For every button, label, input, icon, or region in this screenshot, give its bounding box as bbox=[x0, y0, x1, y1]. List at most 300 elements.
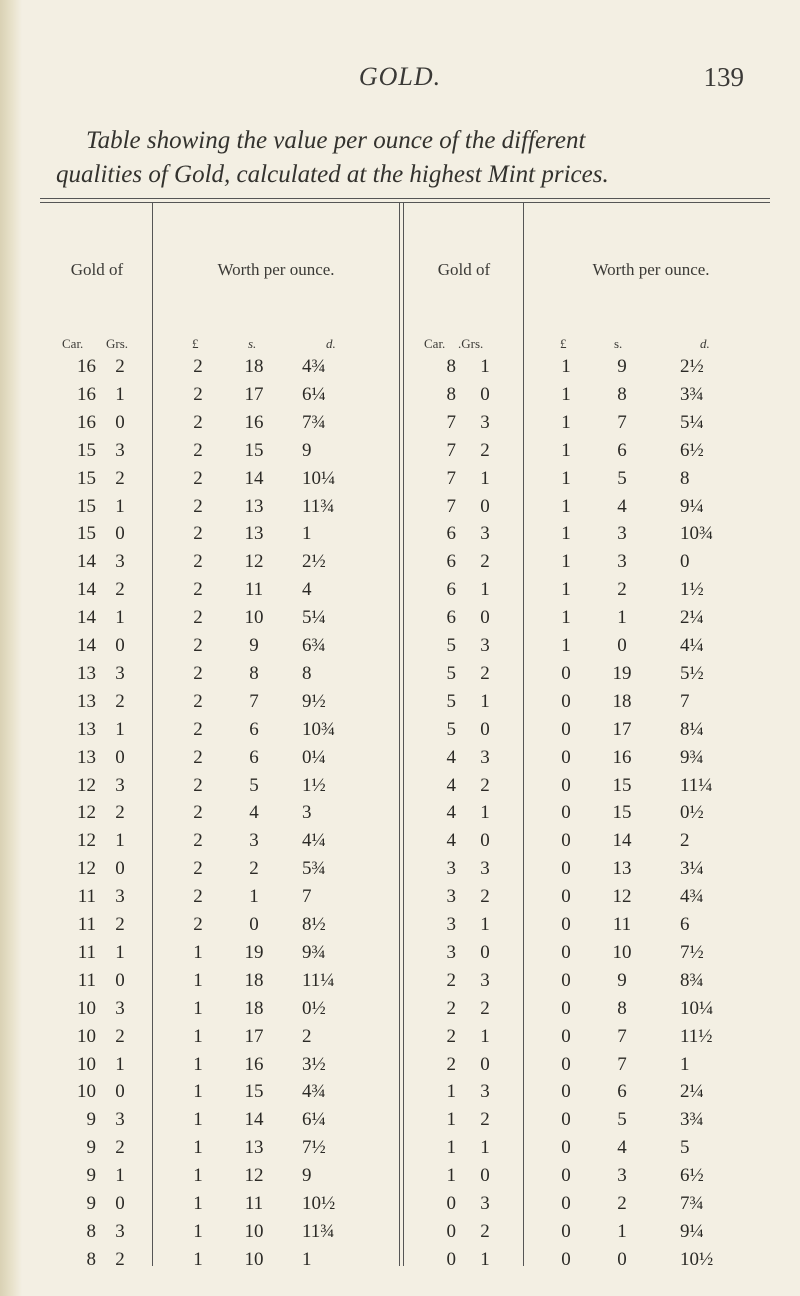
pence-left-cell: 8½ bbox=[302, 914, 326, 935]
table-row bbox=[0, 1078, 800, 1106]
pounds-right-cell: 0 bbox=[561, 690, 571, 712]
pounds-left-cell: 2 bbox=[193, 579, 203, 601]
shillings-right-cell: 2 bbox=[617, 1193, 627, 1214]
shillings-right-cell: 8 bbox=[617, 383, 627, 405]
grains-right-cell: 3 bbox=[480, 1081, 490, 1103]
grains-left-cell: 3 bbox=[115, 551, 125, 573]
pence-right-cell: 3¾ bbox=[680, 383, 704, 405]
pounds-left-cell: 1 bbox=[193, 1193, 203, 1214]
table-row bbox=[0, 576, 800, 604]
table-row bbox=[0, 1246, 800, 1274]
carats-right-cell: 4 bbox=[446, 802, 456, 824]
carats-right-cell: 4 bbox=[446, 774, 456, 796]
carats-left-cell: 9 bbox=[86, 1193, 96, 1214]
unit-pound-right: £ bbox=[560, 336, 567, 351]
pence-right-cell: 3¾ bbox=[680, 1109, 704, 1131]
pence-left-cell: 0½ bbox=[302, 997, 326, 1019]
grains-right-cell: 2 bbox=[480, 886, 490, 908]
carats-right-cell: 4 bbox=[446, 746, 456, 768]
pence-right-cell: 11¼ bbox=[680, 774, 713, 796]
pence-left-cell: 7¾ bbox=[302, 411, 326, 433]
carats-right-cell: 7 bbox=[446, 411, 456, 433]
grains-right-cell: 2 bbox=[480, 997, 490, 1019]
carats-right-cell: 0 bbox=[446, 1193, 456, 1214]
grains-left-cell: 0 bbox=[115, 411, 125, 433]
table-caption bbox=[56, 124, 776, 192]
pounds-left-cell: 1 bbox=[193, 997, 203, 1019]
shillings-left-cell: 6 bbox=[249, 746, 259, 768]
shillings-left-cell: 15 bbox=[244, 439, 264, 461]
shillings-left-cell: 17 bbox=[244, 383, 264, 405]
carats-left-cell: 15 bbox=[77, 495, 96, 517]
carats-left-cell: 12 bbox=[77, 830, 96, 852]
shillings-right-cell: 3 bbox=[617, 1165, 627, 1187]
pence-right-cell: 3¼ bbox=[680, 858, 704, 880]
table-row bbox=[0, 548, 800, 576]
shillings-left-cell: 3 bbox=[249, 830, 259, 852]
shillings-left-cell: 16 bbox=[244, 411, 264, 433]
grains-right-cell: 1 bbox=[480, 1137, 490, 1159]
carats-left-cell: 11 bbox=[77, 941, 96, 963]
pence-right-cell: 7 bbox=[680, 690, 690, 712]
carats-left-cell: 14 bbox=[77, 579, 96, 601]
pounds-left-cell: 2 bbox=[193, 914, 203, 935]
pounds-left-cell: 2 bbox=[193, 718, 203, 740]
pence-right-cell: 7½ bbox=[680, 941, 704, 963]
pence-left-cell: 10¼ bbox=[302, 467, 336, 489]
shillings-left-cell: 9 bbox=[249, 635, 259, 656]
pounds-left-cell: 2 bbox=[193, 495, 203, 517]
pence-right-cell: 10½ bbox=[680, 1248, 714, 1270]
pounds-left-cell: 2 bbox=[193, 830, 203, 852]
grains-right-cell: 1 bbox=[480, 467, 490, 489]
pounds-left-cell: 2 bbox=[193, 523, 203, 545]
carats-left-cell: 13 bbox=[77, 746, 96, 768]
pounds-left-cell: 2 bbox=[193, 467, 203, 489]
pounds-right-cell: 0 bbox=[561, 1165, 571, 1187]
carats-right-cell: 1 bbox=[446, 1081, 456, 1103]
pounds-left-cell: 2 bbox=[193, 551, 203, 573]
shillings-left-cell: 18 bbox=[244, 997, 264, 1019]
pounds-left-cell: 2 bbox=[193, 662, 203, 684]
table-row bbox=[0, 1218, 800, 1246]
carats-left-cell: 10 bbox=[77, 1025, 96, 1047]
grains-left-cell: 3 bbox=[115, 1109, 125, 1131]
carats-left-cell: 16 bbox=[77, 383, 96, 405]
grains-right-cell: 1 bbox=[480, 579, 490, 601]
pounds-right-cell: 1 bbox=[561, 439, 571, 461]
unit-grs-left: Grs. bbox=[106, 336, 129, 351]
pence-right-cell: 9¼ bbox=[680, 1220, 704, 1242]
shillings-right-cell: 6 bbox=[617, 1081, 627, 1103]
shillings-right-cell: 5 bbox=[617, 1109, 627, 1131]
pounds-left-cell: 1 bbox=[193, 941, 203, 963]
table-row bbox=[0, 1162, 800, 1190]
table-top-rule bbox=[40, 198, 770, 203]
grains-left-cell: 2 bbox=[115, 579, 125, 601]
unit-shilling-left: s. bbox=[248, 336, 257, 351]
carats-right-cell: 7 bbox=[446, 439, 456, 461]
pounds-left-cell: 2 bbox=[193, 858, 203, 880]
carats-left-cell: 14 bbox=[77, 635, 96, 656]
grains-right-cell: 0 bbox=[480, 1053, 490, 1075]
shillings-left-cell: 12 bbox=[244, 551, 264, 573]
shillings-left-cell: 5 bbox=[249, 774, 259, 796]
grains-left-cell: 1 bbox=[115, 718, 125, 740]
pence-left-cell: 0¼ bbox=[302, 746, 326, 768]
carats-right-cell: 3 bbox=[446, 886, 456, 908]
pounds-right-cell: 0 bbox=[561, 662, 571, 684]
table-row bbox=[0, 604, 800, 632]
shillings-left-cell: 14 bbox=[244, 1109, 264, 1131]
pence-left-cell: 9 bbox=[302, 439, 312, 461]
carats-right-cell: 5 bbox=[446, 690, 456, 712]
table-row bbox=[0, 911, 800, 939]
header-worth-right: Worth per ounce. bbox=[592, 260, 710, 279]
pence-left-cell: 1 bbox=[302, 523, 312, 545]
pence-left-cell: 6¼ bbox=[302, 383, 326, 405]
grains-left-cell: 2 bbox=[115, 1248, 125, 1270]
carats-right-cell: 1 bbox=[446, 1109, 456, 1131]
pounds-right-cell: 1 bbox=[561, 635, 571, 656]
grains-right-cell: 3 bbox=[480, 746, 490, 768]
pence-left-cell: 4¼ bbox=[302, 830, 326, 852]
grains-left-cell: 2 bbox=[115, 690, 125, 712]
grains-left-cell: 2 bbox=[115, 802, 125, 824]
pounds-left-cell: 2 bbox=[193, 774, 203, 796]
grains-right-cell: 2 bbox=[480, 1109, 490, 1131]
pence-left-cell: 9½ bbox=[302, 690, 326, 712]
grains-left-cell: 2 bbox=[115, 356, 125, 377]
table-row bbox=[0, 353, 800, 381]
shillings-left-cell: 11 bbox=[244, 579, 264, 601]
pence-right-cell: 2¼ bbox=[680, 607, 704, 629]
carats-right-cell: 6 bbox=[446, 523, 456, 545]
carats-left-cell: 9 bbox=[86, 1137, 96, 1159]
carats-left-cell: 13 bbox=[77, 662, 96, 684]
shillings-left-cell: 18 bbox=[244, 969, 264, 991]
grains-right-cell: 0 bbox=[480, 495, 490, 517]
pence-left-cell: 4¾ bbox=[302, 1081, 326, 1103]
pounds-right-cell: 0 bbox=[561, 1025, 571, 1047]
grains-right-cell: 0 bbox=[480, 607, 490, 629]
pence-right-cell: 10¾ bbox=[680, 523, 714, 545]
pounds-right-cell: 1 bbox=[561, 523, 571, 545]
carats-left-cell: 12 bbox=[77, 802, 96, 824]
carats-right-cell: 1 bbox=[446, 1137, 456, 1159]
carats-right-cell: 2 bbox=[446, 969, 456, 991]
header-gold-of-right: Gold of bbox=[437, 260, 491, 279]
carats-left-cell: 11 bbox=[77, 886, 96, 908]
pence-right-cell: 4¼ bbox=[680, 635, 704, 656]
pounds-right-cell: 1 bbox=[561, 579, 571, 601]
grains-right-cell: 0 bbox=[480, 941, 490, 963]
table-row bbox=[0, 827, 800, 855]
pence-right-cell: 6½ bbox=[680, 1165, 704, 1187]
shillings-right-cell: 6 bbox=[617, 439, 627, 461]
carats-right-cell: 4 bbox=[446, 830, 456, 852]
grains-right-cell: 3 bbox=[480, 969, 490, 991]
carats-left-cell: 16 bbox=[77, 356, 96, 377]
grains-left-cell: 1 bbox=[115, 830, 125, 852]
pounds-left-cell: 1 bbox=[193, 1053, 203, 1075]
pounds-left-cell: 1 bbox=[193, 1220, 203, 1242]
carats-right-cell: 7 bbox=[446, 467, 456, 489]
carats-right-cell: 6 bbox=[446, 579, 456, 601]
table-row bbox=[0, 855, 800, 883]
carats-left-cell: 10 bbox=[77, 1053, 96, 1075]
carats-left-cell: 9 bbox=[86, 1165, 96, 1187]
carats-left-cell: 9 bbox=[86, 1109, 96, 1131]
shillings-right-cell: 2 bbox=[617, 579, 627, 601]
pounds-left-cell: 2 bbox=[193, 802, 203, 824]
shillings-left-cell: 10 bbox=[244, 607, 264, 629]
table-row bbox=[0, 967, 800, 995]
shillings-right-cell: 4 bbox=[617, 495, 627, 517]
pence-left-cell: 7½ bbox=[302, 1137, 326, 1159]
pence-left-cell: 4 bbox=[302, 579, 312, 601]
carats-left-cell: 12 bbox=[77, 774, 96, 796]
pence-left-cell: 5¼ bbox=[302, 607, 326, 629]
pounds-right-cell: 0 bbox=[561, 1193, 571, 1214]
pounds-right-cell: 1 bbox=[561, 356, 571, 377]
pence-left-cell: 6¼ bbox=[302, 1109, 326, 1131]
shillings-right-cell: 8 bbox=[617, 997, 627, 1019]
running-head bbox=[0, 62, 800, 102]
pence-left-cell: 7 bbox=[302, 886, 312, 908]
pounds-right-cell: 0 bbox=[561, 997, 571, 1019]
pounds-right-cell: 0 bbox=[561, 969, 571, 991]
pounds-left-cell: 1 bbox=[193, 1109, 203, 1131]
carats-right-cell: 0 bbox=[446, 1248, 456, 1270]
unit-pence-right: d. bbox=[700, 336, 710, 351]
shillings-left-cell: 1 bbox=[249, 886, 259, 908]
grains-right-cell: 0 bbox=[480, 1165, 490, 1187]
carats-right-cell: 2 bbox=[446, 997, 456, 1019]
shillings-right-cell: 9 bbox=[617, 969, 627, 991]
table-row bbox=[0, 772, 800, 800]
table-row bbox=[0, 660, 800, 688]
pence-left-cell: 3 bbox=[302, 802, 312, 824]
carats-left-cell: 13 bbox=[77, 690, 96, 712]
grains-left-cell: 3 bbox=[115, 662, 125, 684]
pence-left-cell: 11¾ bbox=[302, 495, 335, 517]
table-row bbox=[0, 688, 800, 716]
pounds-left-cell: 1 bbox=[193, 1165, 203, 1187]
grains-left-cell: 3 bbox=[115, 997, 125, 1019]
table-row bbox=[0, 883, 800, 911]
carats-right-cell: 5 bbox=[446, 635, 456, 656]
carats-left-cell: 10 bbox=[77, 997, 96, 1019]
table-row bbox=[0, 1051, 800, 1079]
grains-left-cell: 3 bbox=[115, 774, 125, 796]
pence-right-cell: 6½ bbox=[680, 439, 704, 461]
carats-left-cell: 8 bbox=[86, 1248, 96, 1270]
pounds-left-cell: 2 bbox=[193, 690, 203, 712]
grains-right-cell: 2 bbox=[480, 1220, 490, 1242]
carats-left-cell: 11 bbox=[77, 969, 96, 991]
grains-left-cell: 1 bbox=[115, 383, 125, 405]
grains-left-cell: 2 bbox=[115, 467, 125, 489]
pounds-right-cell: 0 bbox=[561, 802, 571, 824]
grains-right-cell: 1 bbox=[480, 914, 490, 935]
pence-left-cell: 2½ bbox=[302, 551, 326, 573]
pounds-right-cell: 0 bbox=[561, 1053, 571, 1075]
pence-right-cell: 8¾ bbox=[680, 969, 704, 991]
carats-left-cell: 15 bbox=[77, 439, 96, 461]
table-row bbox=[0, 1023, 800, 1051]
page-number: 139 bbox=[703, 62, 744, 92]
table-row bbox=[0, 409, 800, 437]
pence-right-cell: 4¾ bbox=[680, 886, 704, 908]
pounds-left-cell: 2 bbox=[193, 383, 203, 405]
carats-left-cell: 14 bbox=[77, 551, 96, 573]
pence-right-cell: 1½ bbox=[680, 579, 704, 601]
pence-right-cell: 9¾ bbox=[680, 746, 704, 768]
carats-right-cell: 2 bbox=[446, 1025, 456, 1047]
shillings-left-cell: 17 bbox=[244, 1025, 264, 1047]
pounds-left-cell: 1 bbox=[193, 1248, 203, 1270]
carats-right-cell: 8 bbox=[446, 383, 456, 405]
pence-right-cell: 0 bbox=[680, 551, 690, 573]
pence-right-cell: 9¼ bbox=[680, 495, 704, 517]
grains-left-cell: 1 bbox=[115, 1165, 125, 1187]
grains-right-cell: 1 bbox=[480, 690, 490, 712]
grains-left-cell: 0 bbox=[115, 635, 125, 656]
pounds-right-cell: 0 bbox=[561, 746, 571, 768]
unit-shilling-right: s. bbox=[614, 336, 623, 351]
shillings-right-cell: 7 bbox=[617, 1025, 627, 1047]
pounds-left-cell: 1 bbox=[193, 1081, 203, 1103]
carats-right-cell: 2 bbox=[446, 1053, 456, 1075]
grains-right-cell: 3 bbox=[480, 523, 490, 545]
shillings-right-cell: 17 bbox=[612, 718, 632, 740]
table-row bbox=[0, 1134, 800, 1162]
running-title: GOLD. bbox=[358, 62, 442, 91]
shillings-right-cell: 15 bbox=[612, 802, 632, 824]
carats-right-cell: 6 bbox=[446, 551, 456, 573]
pounds-right-cell: 0 bbox=[561, 914, 571, 935]
grains-left-cell: 3 bbox=[115, 1220, 125, 1242]
shillings-right-cell: 3 bbox=[617, 523, 627, 545]
pounds-right-cell: 1 bbox=[561, 551, 571, 573]
shillings-right-cell: 18 bbox=[612, 690, 632, 712]
grains-right-cell: 1 bbox=[480, 1025, 490, 1047]
pence-left-cell: 1½ bbox=[302, 774, 326, 796]
carats-right-cell: 0 bbox=[446, 1220, 456, 1242]
shillings-right-cell: 5 bbox=[617, 467, 627, 489]
grains-right-cell: 0 bbox=[480, 718, 490, 740]
grains-right-cell: 2 bbox=[480, 439, 490, 461]
unit-car-left: Car. bbox=[62, 336, 84, 351]
table-row bbox=[0, 1106, 800, 1134]
pence-left-cell: 5¾ bbox=[302, 858, 326, 880]
carats-right-cell: 6 bbox=[446, 607, 456, 629]
carats-left-cell: 15 bbox=[77, 467, 96, 489]
grains-right-cell: 3 bbox=[480, 635, 490, 656]
pounds-right-cell: 0 bbox=[561, 858, 571, 880]
grains-right-cell: 1 bbox=[480, 356, 490, 377]
header-worth-left: Worth per ounce. bbox=[217, 260, 335, 279]
pounds-left-cell: 1 bbox=[193, 1137, 203, 1159]
grains-right-cell: 2 bbox=[480, 551, 490, 573]
pence-right-cell: 10¼ bbox=[680, 997, 714, 1019]
shillings-right-cell: 11 bbox=[612, 914, 632, 935]
shillings-right-cell: 7 bbox=[617, 411, 627, 433]
grains-left-cell: 1 bbox=[115, 941, 125, 963]
carats-right-cell: 5 bbox=[446, 662, 456, 684]
pence-right-cell: 11½ bbox=[680, 1025, 713, 1047]
shillings-right-cell: 0 bbox=[617, 635, 627, 656]
pounds-right-cell: 0 bbox=[561, 1081, 571, 1103]
caption-line-1: Table showing the value per ounce of the different bbox=[86, 127, 586, 154]
carats-left-cell: 15 bbox=[77, 523, 96, 545]
table-row bbox=[0, 939, 800, 967]
pounds-left-cell: 1 bbox=[193, 1025, 203, 1047]
shillings-right-cell: 12 bbox=[612, 886, 632, 908]
shillings-left-cell: 10 bbox=[244, 1220, 264, 1242]
shillings-left-cell: 18 bbox=[244, 356, 264, 377]
shillings-left-cell: 6 bbox=[249, 718, 259, 740]
grains-left-cell: 0 bbox=[115, 858, 125, 880]
grains-left-cell: 2 bbox=[115, 1025, 125, 1047]
grains-left-cell: 0 bbox=[115, 1193, 125, 1214]
table-row bbox=[0, 520, 800, 548]
shillings-right-cell: 1 bbox=[617, 607, 627, 629]
shillings-left-cell: 4 bbox=[249, 802, 259, 824]
grains-left-cell: 0 bbox=[115, 969, 125, 991]
pence-left-cell: 9 bbox=[302, 1165, 312, 1187]
pence-right-cell: 2¼ bbox=[680, 1081, 704, 1103]
grains-right-cell: 3 bbox=[480, 411, 490, 433]
carats-right-cell: 1 bbox=[446, 1165, 456, 1187]
pounds-left-cell: 2 bbox=[193, 746, 203, 768]
grains-left-cell: 3 bbox=[115, 886, 125, 908]
pence-right-cell: 6 bbox=[680, 914, 690, 935]
header-gold-of-left: Gold of bbox=[70, 260, 124, 279]
shillings-left-cell: 0 bbox=[249, 914, 259, 935]
table-row bbox=[0, 716, 800, 744]
shillings-left-cell: 15 bbox=[244, 1081, 264, 1103]
pence-left-cell: 11¼ bbox=[302, 969, 335, 991]
table-row bbox=[0, 1190, 800, 1218]
shillings-right-cell: 10 bbox=[612, 941, 632, 963]
pence-right-cell: 8¼ bbox=[680, 718, 704, 740]
unit-pound-left: £ bbox=[192, 336, 199, 351]
table-row bbox=[0, 799, 800, 827]
shillings-right-cell: 19 bbox=[612, 662, 632, 684]
grains-left-cell: 2 bbox=[115, 1137, 125, 1159]
pounds-right-cell: 1 bbox=[561, 495, 571, 517]
carats-left-cell: 8 bbox=[86, 1220, 96, 1242]
grains-right-cell: 0 bbox=[480, 383, 490, 405]
carats-left-cell: 10 bbox=[77, 1081, 96, 1103]
shillings-right-cell: 16 bbox=[612, 746, 632, 768]
table-row bbox=[0, 437, 800, 465]
pence-left-cell: 4¾ bbox=[302, 356, 326, 377]
grains-left-cell: 1 bbox=[115, 495, 125, 517]
carats-left-cell: 12 bbox=[77, 858, 96, 880]
grains-left-cell: 0 bbox=[115, 746, 125, 768]
grains-left-cell: 2 bbox=[115, 914, 125, 935]
pence-right-cell: 7¾ bbox=[680, 1193, 704, 1214]
grains-left-cell: 0 bbox=[115, 1081, 125, 1103]
pounds-left-cell: 2 bbox=[193, 356, 203, 377]
carats-right-cell: 3 bbox=[446, 914, 456, 935]
shillings-right-cell: 1 bbox=[617, 1220, 627, 1242]
unit-car-right: Car. bbox=[424, 336, 446, 351]
pence-left-cell: 1 bbox=[302, 1248, 312, 1270]
